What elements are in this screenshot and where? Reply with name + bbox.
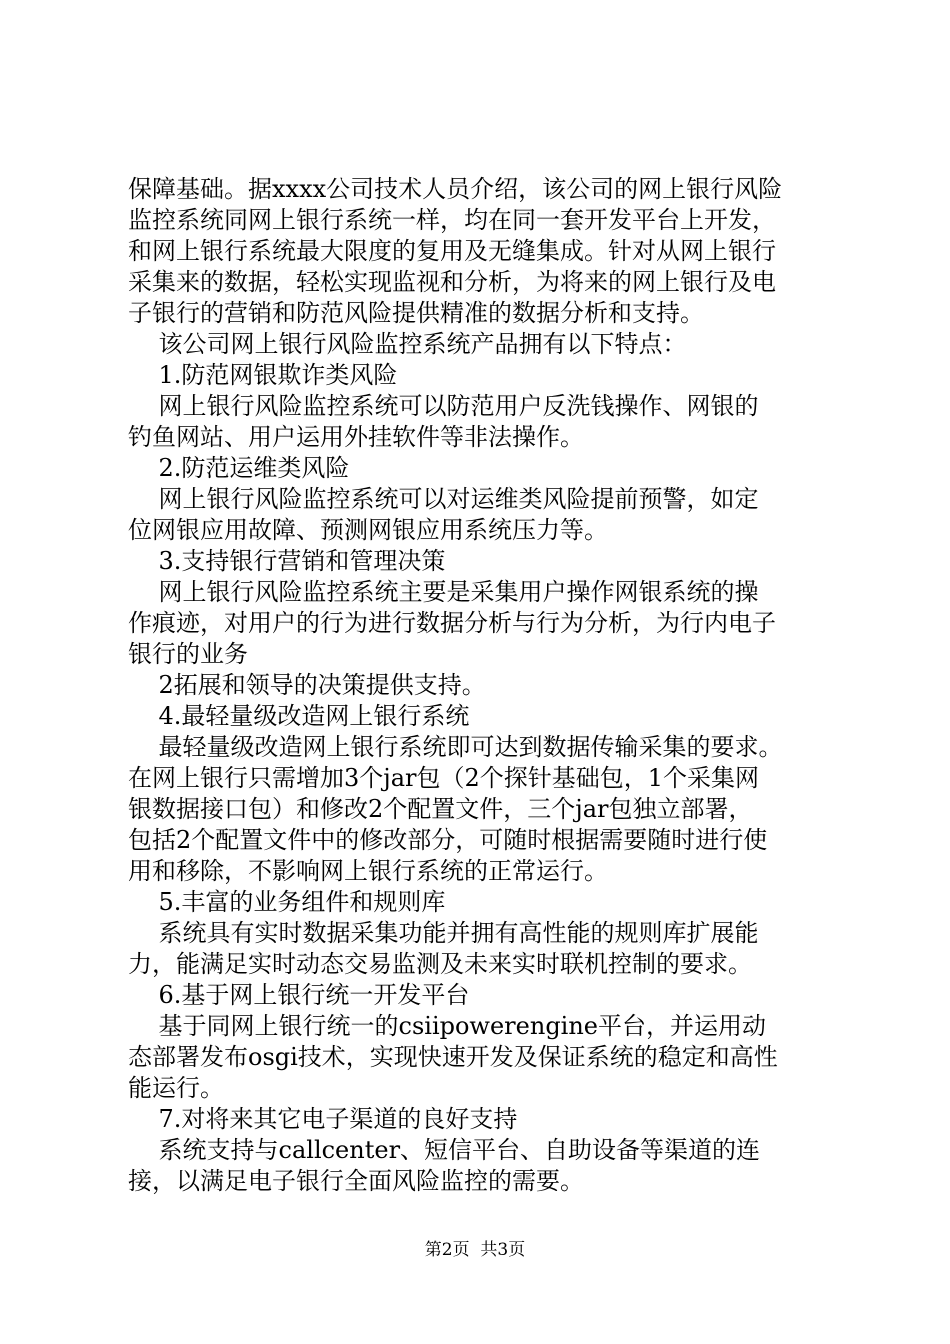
text-line: 态部署发布osgi技术，实现快速开发及保证系统的稳定和高性 xyxy=(128,1043,778,1071)
text-line: 网上银行风险监控系统主要是采集用户操作网银系统的操 xyxy=(128,578,759,606)
section-heading-2: 2.防范运维类风险 xyxy=(128,454,350,482)
text-line: 钓鱼网站、用户运用外挂软件等非法操作。 xyxy=(128,423,584,451)
text-line: 子银行的营销和防范风险提供精准的数据分析和支持。 xyxy=(128,299,704,327)
text-line: 用和移除，不影响网上银行系统的正常运行。 xyxy=(128,857,608,885)
body-text xyxy=(128,174,848,1197)
section-heading-4: 4.最轻量级改造网上银行系统 xyxy=(128,702,470,730)
text-line: 和网上银行系统最大限度的复用及无缝集成。针对从网上银行 xyxy=(128,237,776,265)
section-heading-6: 6.基于网上银行统一开发平台 xyxy=(128,981,470,1009)
text-line: 银行的业务 xyxy=(128,640,248,668)
text-line: 2拓展和领导的决策提供支持。 xyxy=(128,671,486,699)
text-line: 在网上银行只需增加3个jar包（2个探针基础包，1个采集网 xyxy=(128,764,760,792)
page-number-footer: 第2页 共3页 xyxy=(424,1240,526,1260)
text-line: 系统具有实时数据采集功能并拥有高性能的规则库扩展能 xyxy=(128,919,759,947)
section-heading-7: 7.对将来其它电子渠道的良好支持 xyxy=(128,1105,518,1133)
text-line: 网上银行风险监控系统可以防范用户反洗钱操作、网银的 xyxy=(128,392,759,420)
text-line: 系统支持与callcenter、短信平台、自助设备等渠道的连 xyxy=(128,1136,761,1164)
text-line: 网上银行风险监控系统可以对运维类风险提前预警，如定 xyxy=(128,485,759,513)
text-line: 监控系统同网上银行系统一样，均在同一套开发平台上开发， xyxy=(128,206,776,234)
section-heading-3: 3.支持银行营销和管理决策 xyxy=(128,547,446,575)
text-line: 包括2个配置文件中的修改部分，可随时根据需要随时进行使 xyxy=(128,826,768,854)
section-heading-5: 5.丰富的业务组件和规则库 xyxy=(128,888,446,916)
intro-line: 该公司网上银行风险监控系统产品拥有以下特点： xyxy=(128,330,687,358)
text-line: 银数据接口包）和修改2个配置文件，三个jar包独立部署， xyxy=(128,795,753,823)
text-line: 保障基础。据xxxx公司技术人员介绍，该公司的网上银行风险 xyxy=(128,175,783,203)
text-line: 力，能满足实时动态交易监测及未来实时联机控制的要求。 xyxy=(128,950,752,978)
text-line: 接，以满足电子银行全面风险监控的需要。 xyxy=(128,1167,584,1195)
section-heading-1: 1.防范网银欺诈类风险 xyxy=(128,361,398,389)
text-line: 位网银应用故障、预测网银应用系统压力等。 xyxy=(128,516,608,544)
text-line: 采集来的数据，轻松实现监视和分析，为将来的网上银行及电 xyxy=(128,268,776,296)
text-line: 能运行。 xyxy=(128,1074,224,1102)
text-line: 基于同网上银行统一的csiipowerengine平台，并运用动 xyxy=(128,1012,767,1040)
text-line: 最轻量级改造网上银行系统即可达到数据传输采集的要求。 xyxy=(128,733,783,761)
text-line: 作痕迹，对用户的行为进行数据分析与行为分析，为行内电子 xyxy=(128,609,776,637)
